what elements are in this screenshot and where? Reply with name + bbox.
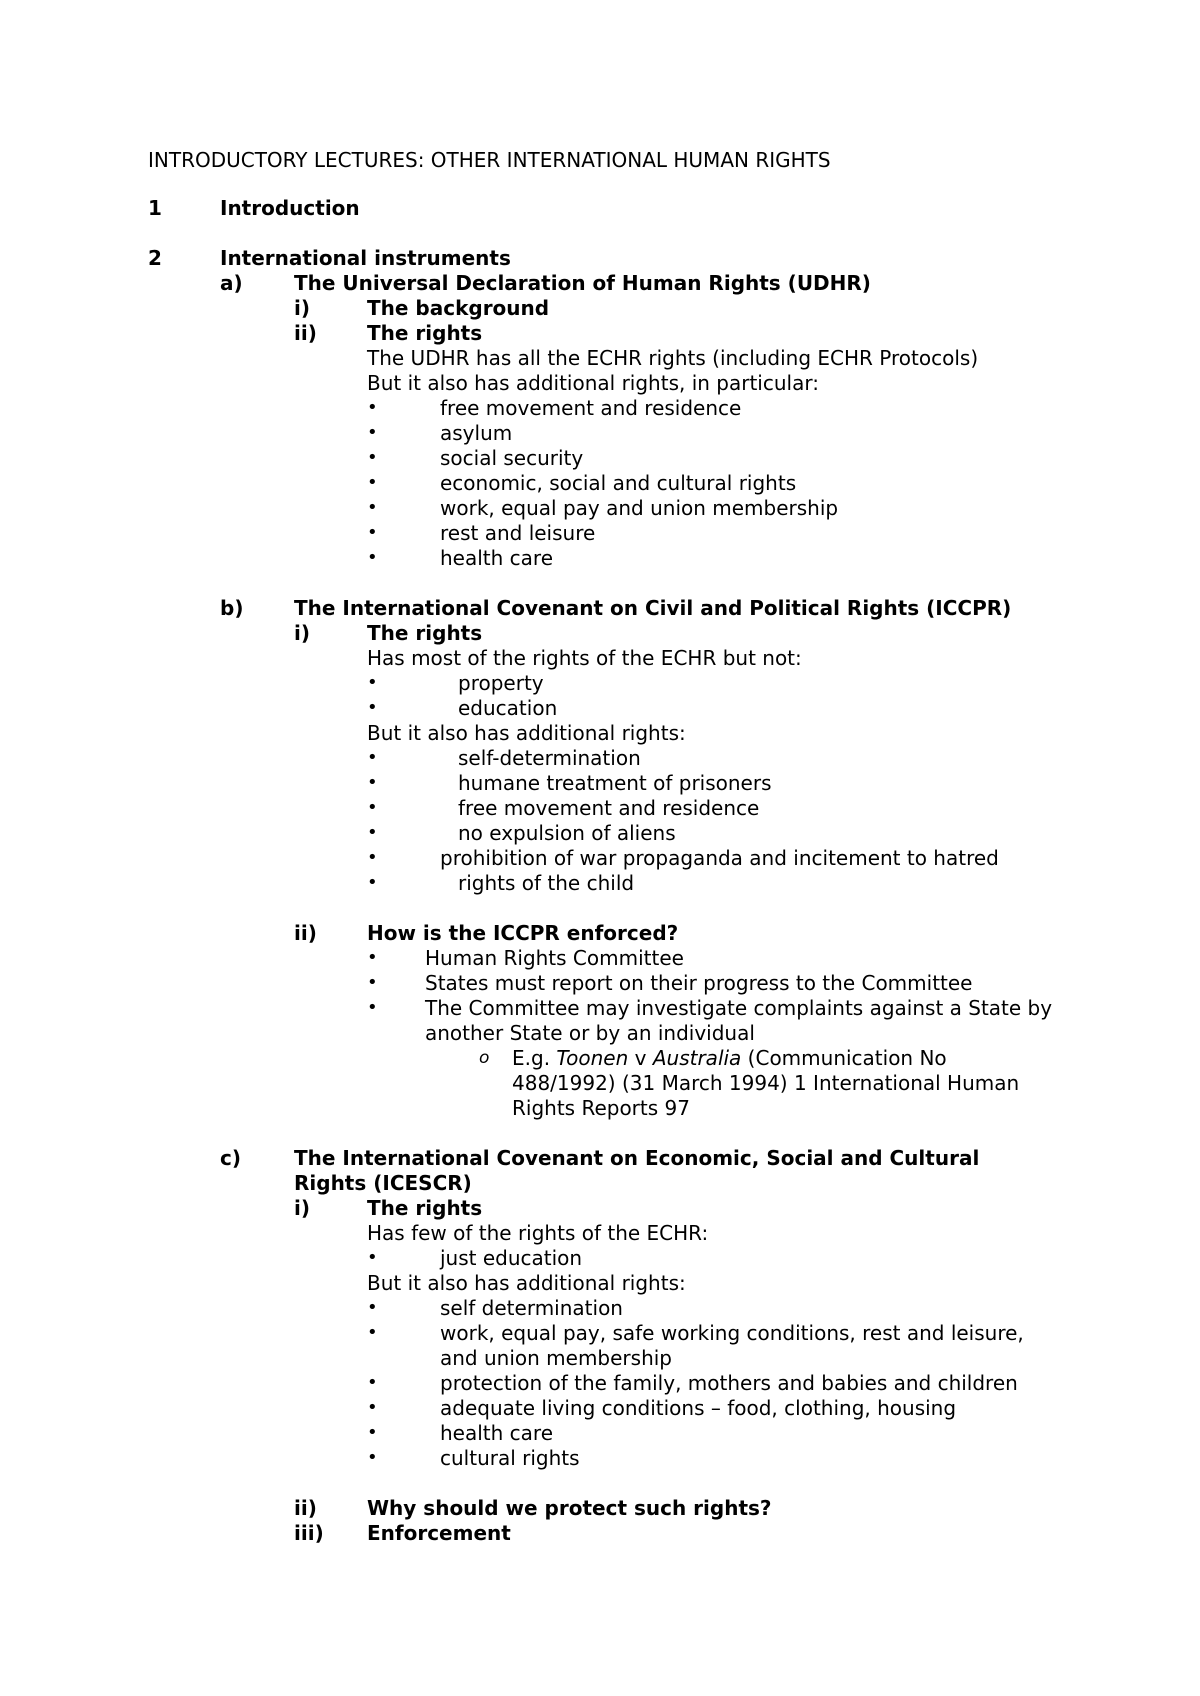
bullet: • — [367, 672, 378, 693]
a-ii-label: ii) — [294, 321, 317, 345]
list-item: The Committee may investigate complaints against a State by — [425, 996, 1053, 1020]
case-versus: v — [634, 1046, 647, 1070]
subsection-b-title: The International Covenant on Civil and Political Rights (ICCPR) — [294, 596, 1012, 620]
bullet: • — [367, 547, 378, 568]
list-item-continuation: and union membership — [440, 1346, 673, 1370]
list-item: prohibition of war propaganda and incitement to hatred — [440, 846, 999, 870]
citation-line-3: Rights Reports 97 — [512, 1096, 690, 1120]
list-item: protection of the family, mothers and babies and children — [440, 1371, 1018, 1395]
example-citation — [512, 1046, 947, 1070]
bullet: • — [367, 1372, 378, 1393]
subsection-c-label: c) — [220, 1146, 241, 1170]
bullet: • — [367, 797, 378, 818]
list-item: cultural rights — [440, 1446, 580, 1470]
list-item: health care — [440, 1421, 554, 1445]
a-i-title: The background — [367, 296, 550, 320]
bullet: • — [367, 697, 378, 718]
section-2-number: 2 — [148, 246, 162, 270]
b-i-title: The rights — [367, 621, 483, 645]
list-item: health care — [440, 546, 554, 570]
b-paragraph-2: But it also has additional rights: — [367, 721, 686, 745]
a-ii-title: The rights — [367, 321, 483, 345]
list-item: social security — [440, 446, 584, 470]
bullet: • — [367, 1247, 378, 1268]
list-item: asylum — [440, 421, 513, 445]
citation-line-2: 488/1992) (31 March 1994) 1 International Human — [512, 1071, 1020, 1095]
b-ii-label: ii) — [294, 921, 317, 945]
list-item: property — [458, 671, 544, 695]
a-paragraph-1: The UDHR has all the ECHR rights (including ECHR Protocols) — [367, 346, 979, 370]
example-prefix: E.g. — [512, 1046, 551, 1070]
bullet: • — [367, 872, 378, 893]
list-item: adequate living conditions – food, clothing, housing — [440, 1396, 957, 1420]
a-paragraph-2: But it also has additional rights, in particular: — [367, 371, 819, 395]
list-item-continuation: another State or by an individual — [425, 1021, 755, 1045]
list-item: States must report on their progress to the Committee — [425, 971, 973, 995]
case-party-2: Australia — [652, 1046, 742, 1070]
list-item: rights of the child — [458, 871, 635, 895]
bullet: • — [367, 1422, 378, 1443]
c-i-title: The rights — [367, 1196, 483, 1220]
subsection-a-label: a) — [220, 271, 243, 295]
bullet: • — [367, 972, 378, 993]
list-item: Human Rights Committee — [425, 946, 684, 970]
b-i-label: i) — [294, 621, 310, 645]
c-paragraph-2: But it also has additional rights: — [367, 1271, 686, 1295]
c-iii-title: Enforcement — [367, 1521, 511, 1545]
section-1-number: 1 — [148, 196, 162, 220]
bullet: • — [367, 472, 378, 493]
subsection-a-title: The Universal Declaration of Human Rights (UDHR) — [294, 271, 871, 295]
list-item: self-determination — [458, 746, 641, 770]
bullet: • — [367, 1447, 378, 1468]
c-paragraph-1: Has few of the rights of the ECHR: — [367, 1221, 709, 1245]
c-iii-label: iii) — [294, 1521, 324, 1545]
b-ii-title: How is the ICCPR enforced? — [367, 921, 679, 945]
bullet: • — [367, 497, 378, 518]
subsection-b-label: b) — [220, 596, 244, 620]
c-ii-label: ii) — [294, 1496, 317, 1520]
c-ii-title: Why should we protect such rights? — [367, 1496, 772, 1520]
citation-part-1: (Communication No — [747, 1046, 947, 1070]
bullet: • — [367, 747, 378, 768]
list-item: humane treatment of prisoners — [458, 771, 772, 795]
section-2-title: International instruments — [220, 246, 511, 270]
list-item: just education — [440, 1246, 583, 1270]
bullet: • — [367, 1397, 378, 1418]
bullet: • — [367, 422, 378, 443]
list-item: work, equal pay and union membership — [440, 496, 839, 520]
bullet: • — [367, 822, 378, 843]
c-i-label: i) — [294, 1196, 310, 1220]
case-party-1: Toonen — [556, 1046, 629, 1070]
list-item: economic, social and cultural rights — [440, 471, 797, 495]
bullet: • — [367, 447, 378, 468]
bullet: • — [367, 947, 378, 968]
list-item: rest and leisure — [440, 521, 596, 545]
bullet: • — [367, 997, 378, 1018]
list-item: free movement and residence — [440, 396, 742, 420]
bullet: • — [367, 772, 378, 793]
document-title: INTRODUCTORY LECTURES: OTHER INTERNATIONAL HUMAN RIGHTS — [148, 148, 831, 172]
bullet: • — [367, 1322, 378, 1343]
list-item: education — [458, 696, 558, 720]
bullet: • — [367, 847, 378, 868]
list-item: work, equal pay, safe working conditions, rest and leisure, — [440, 1321, 1024, 1345]
bullet: • — [367, 522, 378, 543]
subsection-c-title-line-2: Rights (ICESCR) — [294, 1171, 472, 1195]
list-item: free movement and residence — [458, 796, 760, 820]
bullet: • — [367, 397, 378, 418]
bullet: • — [367, 1297, 378, 1318]
sub-bullet: o — [479, 1048, 490, 1068]
a-i-label: i) — [294, 296, 310, 320]
b-paragraph-1: Has most of the rights of the ECHR but not: — [367, 646, 802, 670]
list-item: self determination — [440, 1296, 623, 1320]
list-item: no expulsion of aliens — [458, 821, 676, 845]
section-1-title: Introduction — [220, 196, 360, 220]
subsection-c-title-line-1: The International Covenant on Economic, Social and Cultural — [294, 1146, 980, 1170]
